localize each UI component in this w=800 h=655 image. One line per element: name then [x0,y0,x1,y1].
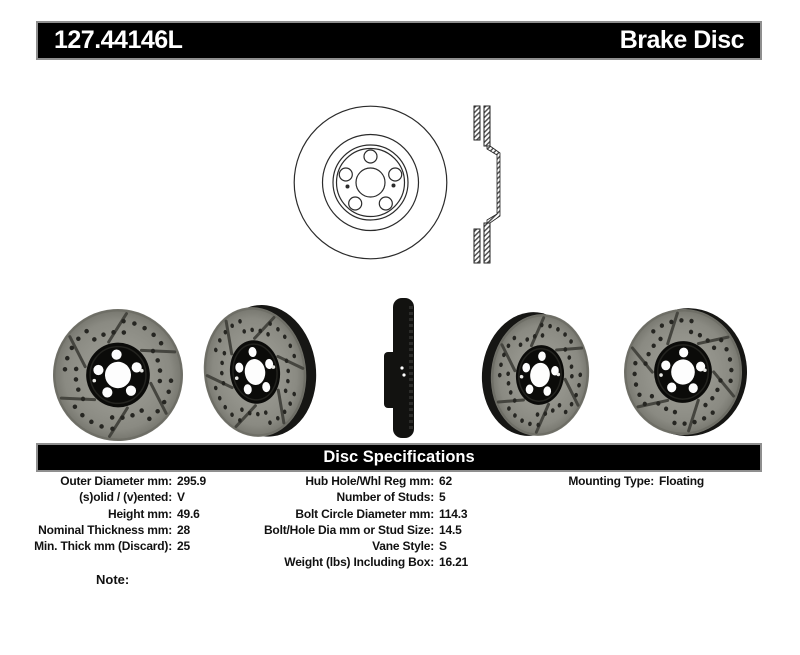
rotor-plate-section [474,229,480,263]
spec-label: Hub Hole/Whl Reg mm: [305,474,434,488]
spec-label: Weight (lbs) Including Box: [284,555,434,570]
spec-row-bolt-hole-dia [250,522,468,538]
spec-label: Min. Thick mm (Discard): [34,539,172,554]
note-label: Note: [96,572,130,587]
spec-value: 5 [439,490,446,505]
spec-row-outer-diameter [25,473,206,489]
rotor-angled-left [196,299,323,444]
rotor-front-view [49,305,188,445]
spec-label: Vane Style: [372,539,434,554]
rotor-angled-right [476,307,595,442]
spec-value: 16.21 [439,555,469,570]
rotor-plate-section [484,223,490,263]
spec-value: 295.9 [177,474,207,488]
spec-label: (s)olid / (v)ented: [79,490,172,505]
product-name: Brake Disc [619,26,744,54]
spec-value: 62 [439,474,452,488]
spec-row-number-of-studs [250,489,468,505]
spec-row-min-thickness [25,538,206,554]
spec-label: Height mm: [107,506,172,521]
spec-row-mounting-type [540,473,704,489]
spec-row-weight [250,554,468,570]
spec-value: V [177,490,185,505]
stud-hole [349,197,362,210]
spec-column-right [540,473,704,489]
spec-label: Outer Diameter mm: [60,474,172,488]
alignment-hole [346,185,350,189]
spec-label: Nominal Thickness mm: [38,522,172,537]
rotor-front-view-drawing [292,104,449,261]
spec-value: 114.3 [439,506,468,521]
spec-row-hub-hole [250,473,468,489]
rotor-front-slight-angle [622,306,749,438]
hat-wall-section [487,146,500,223]
stud-hole [339,168,352,181]
spec-value: 14.5 [439,522,462,537]
rotor-edge-view [384,298,414,438]
spec-value: 49.6 [177,506,200,521]
spec-row-height [25,506,206,522]
center-bore [356,168,385,197]
part-number: 127.44146L [54,26,183,54]
spec-section-title: Disc Specifications [323,448,475,466]
disc-outer-edge [294,106,447,259]
spec-label: Number of Studs: [336,490,434,505]
spec-value: Floating [659,474,705,488]
stud-hole [389,168,402,181]
spec-column-middle [250,473,468,571]
spec-label: Mounting Type: [568,474,654,488]
spec-value: S [439,539,447,554]
spec-row-bolt-circle-diameter [250,506,468,522]
spec-column-left [25,473,206,554]
header-bar [36,21,762,60]
product-photos [0,290,800,445]
spec-section-header [36,443,762,472]
rotor-plate-section [474,106,480,140]
rotor-cross-section-drawing [472,104,506,265]
rotor-plate-section [484,106,490,146]
spec-row-nominal-thickness [25,522,206,538]
spec-label: Bolt/Hole Dia mm or Stud Size: [263,522,434,537]
alignment-hole [392,184,396,188]
spec-value: 25 [177,539,190,554]
spec-row-solid-vented [25,489,206,505]
spec-value: 28 [177,522,190,537]
spec-label: Bolt Circle Diameter mm: [295,506,434,521]
hat-outer-edge [333,145,408,220]
hub-face-edge [337,149,405,217]
stud-hole [379,197,392,210]
spec-row-vane-style [250,538,468,554]
stud-hole [364,150,377,163]
